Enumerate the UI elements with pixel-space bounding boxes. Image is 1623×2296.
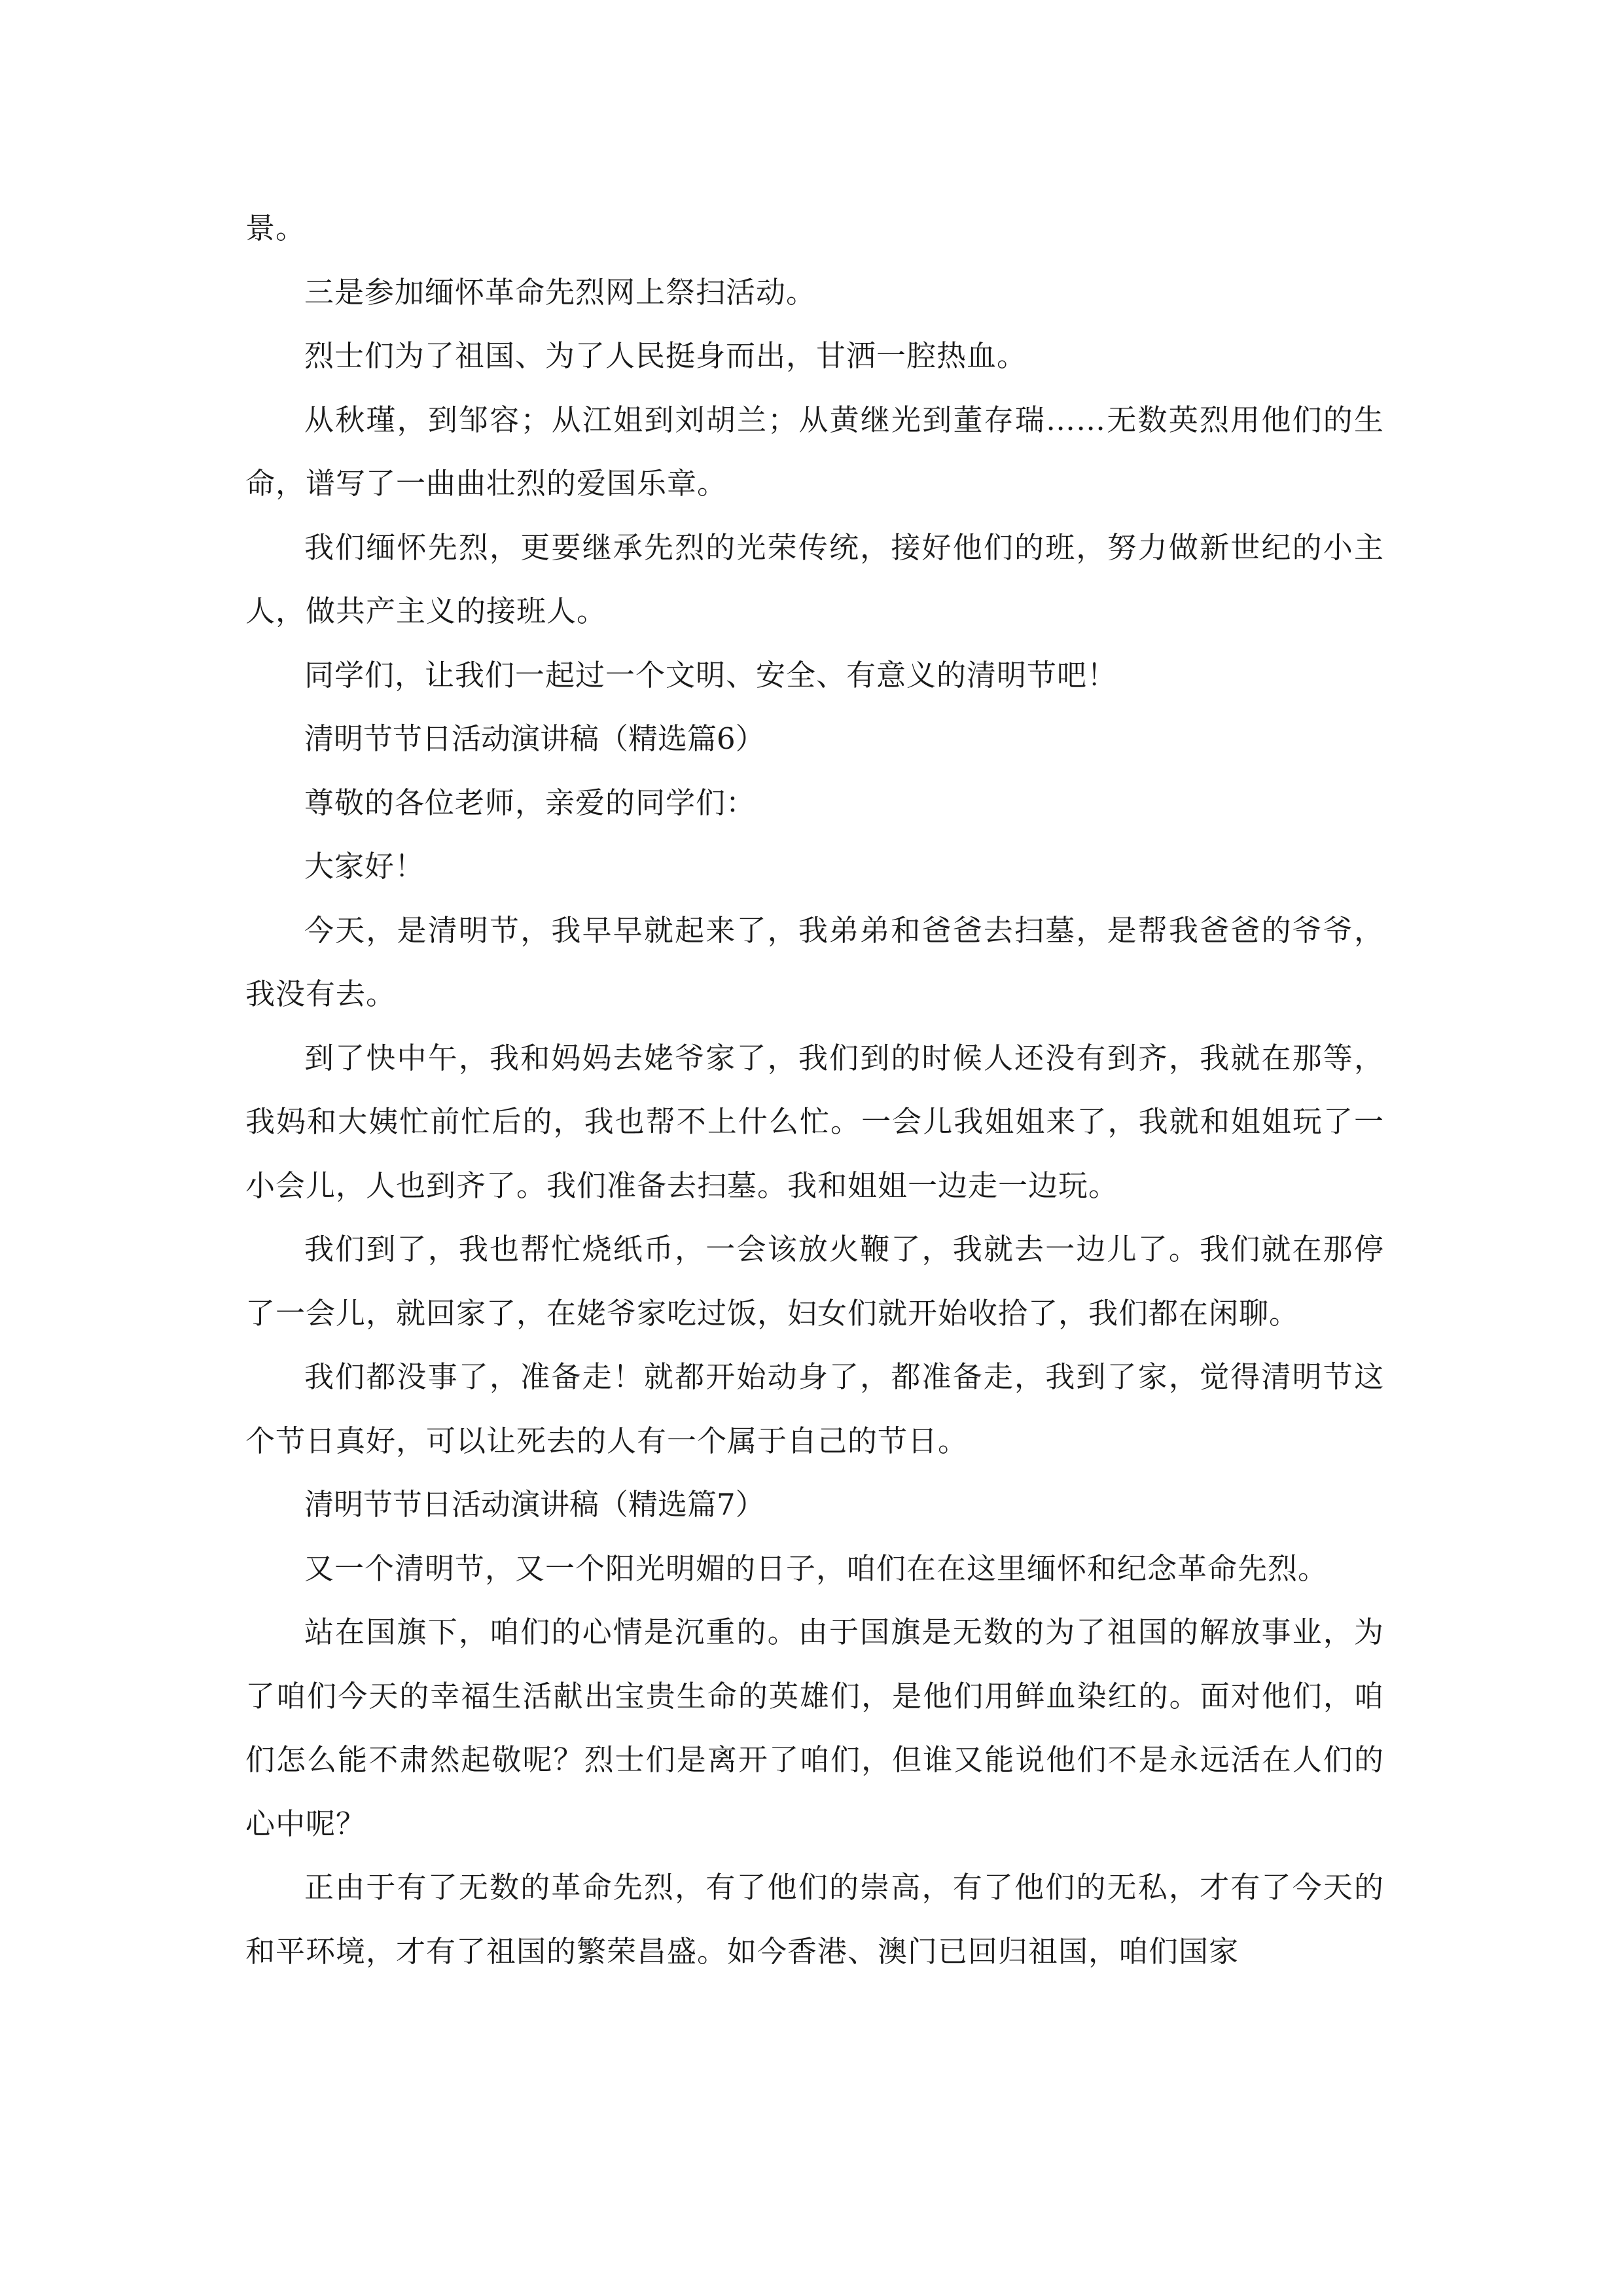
section-heading: 清明节节日活动演讲稿（精选篇6） bbox=[304, 721, 765, 756]
paragraph: 我们都没事了，准备走！就都开始动身了，都准备走，我到了家，觉得清明节这个节日真好，可以让死去的人有一个属于自己的节日。 bbox=[245, 1359, 1384, 1458]
salutation: 尊敬的各位老师，亲爱的同学们： bbox=[304, 785, 757, 820]
paragraph: 今天，是清明节，我早早就起来了，我弟弟和爸爸去扫墓，是帮我爸爸的爷爷，我没有去。 bbox=[245, 912, 1384, 1011]
paragraph-continuation: 景。 bbox=[245, 211, 306, 245]
paragraph: 三是参加缅怀革命先烈网上祭扫活动。 bbox=[304, 274, 817, 310]
paragraph: 同学们，让我们一起过一个文明、安全、有意义的清明节吧！ bbox=[304, 657, 1118, 692]
paragraph: 烈士们为了祖国、为了人民挺身而出，甘洒一腔热血。 bbox=[304, 338, 1027, 373]
paragraph: 到了快中午，我和妈妈去姥爷家了，我们到的时候人还没有到齐，我就在那等，我妈和大姨忙前忙后的，我也帮不上什么忙。一会儿我姐姐来了，我就和姐姐玩了一小会儿，人也到齐了。我们准备去扫墓。我和姐姐一边走一边玩。 bbox=[245, 1040, 1384, 1203]
paragraph: 从秋瑾，到邹容；从江姐到刘胡兰；从黄继光到董存瑞……无数英烈用他们的生命，谱写了一曲曲壮烈的爱国乐章。 bbox=[245, 402, 1384, 501]
paragraph: 又一个清明节，又一个阳光明媚的日子，咱们在在这里缅怀和纪念革命先烈。 bbox=[304, 1551, 1329, 1586]
document-page bbox=[245, 196, 1384, 1983]
greeting: 大家好！ bbox=[304, 849, 425, 884]
paragraph: 站在国旗下，咱们的心情是沉重的。由于国旗是无数的为了祖国的解放事业，为了咱们今天的幸福生活献出宝贵生命的英雄们，是他们用鲜血染红的。面对他们，咱们怎么能不肃然起敬呢？烈士们是离开了咱们，但谁又能说他们不是永远活在人们的心中呢？ bbox=[245, 1615, 1384, 1841]
paragraph: 我们到了，我也帮忙烧纸币，一会该放火鞭了，我就去一边儿了。我们就在那停了一会儿，就回家了，在姥爷家吃过饭，妇女们就开始收拾了，我们都在闲聊。 bbox=[245, 1232, 1384, 1331]
section-heading: 清明节节日活动演讲稿（精选篇7） bbox=[304, 1487, 765, 1522]
paragraph: 正由于有了无数的革命先烈，有了他们的崇高，有了他们的无私，才有了今天的和平环境，才有了祖国的繁荣昌盛。如今香港、澳门已回归祖国，咱们国家 bbox=[245, 1870, 1384, 1969]
paragraph: 我们缅怀先烈，更要继承先烈的光荣传统，接好他们的班，努力做新世纪的小主人，做共产主义的接班人。 bbox=[245, 529, 1384, 628]
